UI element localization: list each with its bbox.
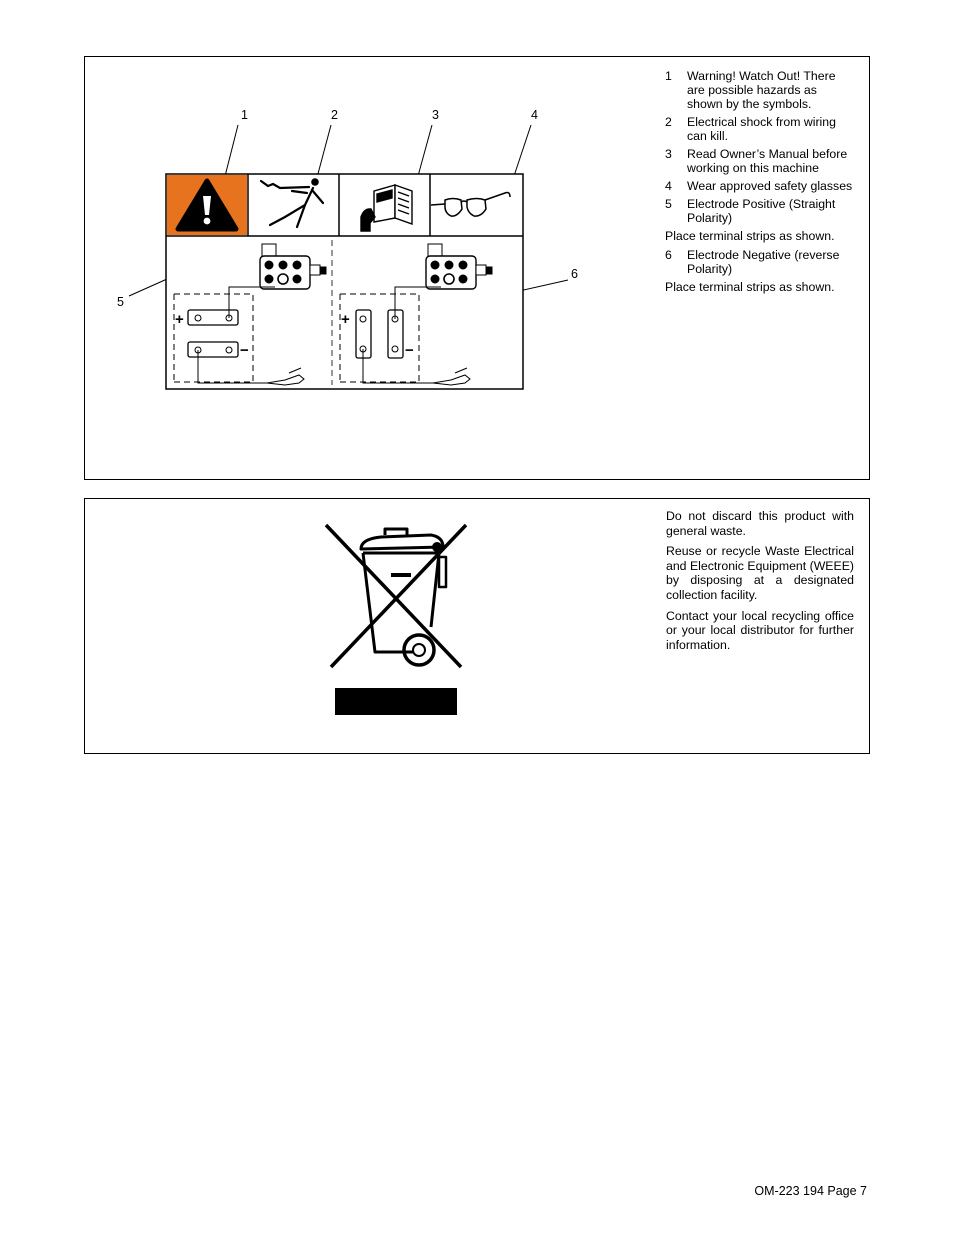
- page-footer: OM-223 194 Page 7: [754, 1184, 867, 1198]
- polarity-label-diagram: [85, 57, 645, 477]
- weee-instructions: [666, 509, 854, 658]
- weee-panel: [84, 498, 870, 754]
- legend-item-4: [665, 179, 855, 193]
- legend-text: Electrical shock from wiring can kill.: [687, 115, 836, 143]
- weee-paragraph-2: Reuse or recycle Waste Electrical and Electronic Equipment (WEEE) by disposing at a designated collection facility.: [666, 544, 854, 602]
- label-legend: [665, 69, 855, 299]
- legend-item-3: [665, 147, 855, 175]
- legend-text: Read Owner’s Manual before working on this machine: [687, 147, 848, 175]
- legend-text: Wear approved safety glasses: [687, 179, 853, 193]
- legend-text: Electrode Negative (reverse Polarity): [687, 248, 840, 276]
- svg-text:−: −: [240, 342, 249, 359]
- svg-text:−: −: [405, 342, 414, 359]
- callout-2: 2: [331, 108, 338, 122]
- crossed-out-bin-icon: [321, 517, 481, 742]
- legend-note: Place terminal strips as shown.: [665, 229, 835, 243]
- legend-number: 3: [665, 147, 672, 161]
- legend-number: 4: [665, 179, 672, 193]
- safety-label-panel: [84, 56, 870, 480]
- legend-item-2: [665, 115, 855, 143]
- legend-item-6: [665, 248, 855, 276]
- svg-text:+: +: [175, 311, 184, 328]
- legend-item-1: [665, 69, 855, 111]
- svg-text:+: +: [341, 311, 350, 328]
- legend-number: 6: [665, 248, 672, 262]
- callout-3: 3: [432, 108, 439, 122]
- legend-text: Electrode Positive (Straight Polarity): [687, 197, 836, 225]
- legend-text: Warning! Watch Out! There are possible hazards as shown by the symbols.: [687, 69, 836, 111]
- weee-paragraph-1: Do not discard this product with general waste.: [666, 509, 854, 538]
- legend-number: 5: [665, 197, 672, 211]
- callout-6: 6: [571, 267, 578, 281]
- callout-1: 1: [241, 108, 248, 122]
- callout-5: 5: [117, 295, 124, 309]
- legend-note: Place terminal strips as shown.: [665, 280, 835, 294]
- legend-number: 2: [665, 115, 672, 129]
- weee-black-bar: [335, 688, 457, 715]
- weee-paragraph-3: Contact your local recycling office or your local distributor for further information.: [666, 608, 854, 652]
- callout-4: 4: [531, 108, 538, 122]
- legend-item-5: [665, 197, 855, 225]
- legend-number: 1: [665, 69, 672, 83]
